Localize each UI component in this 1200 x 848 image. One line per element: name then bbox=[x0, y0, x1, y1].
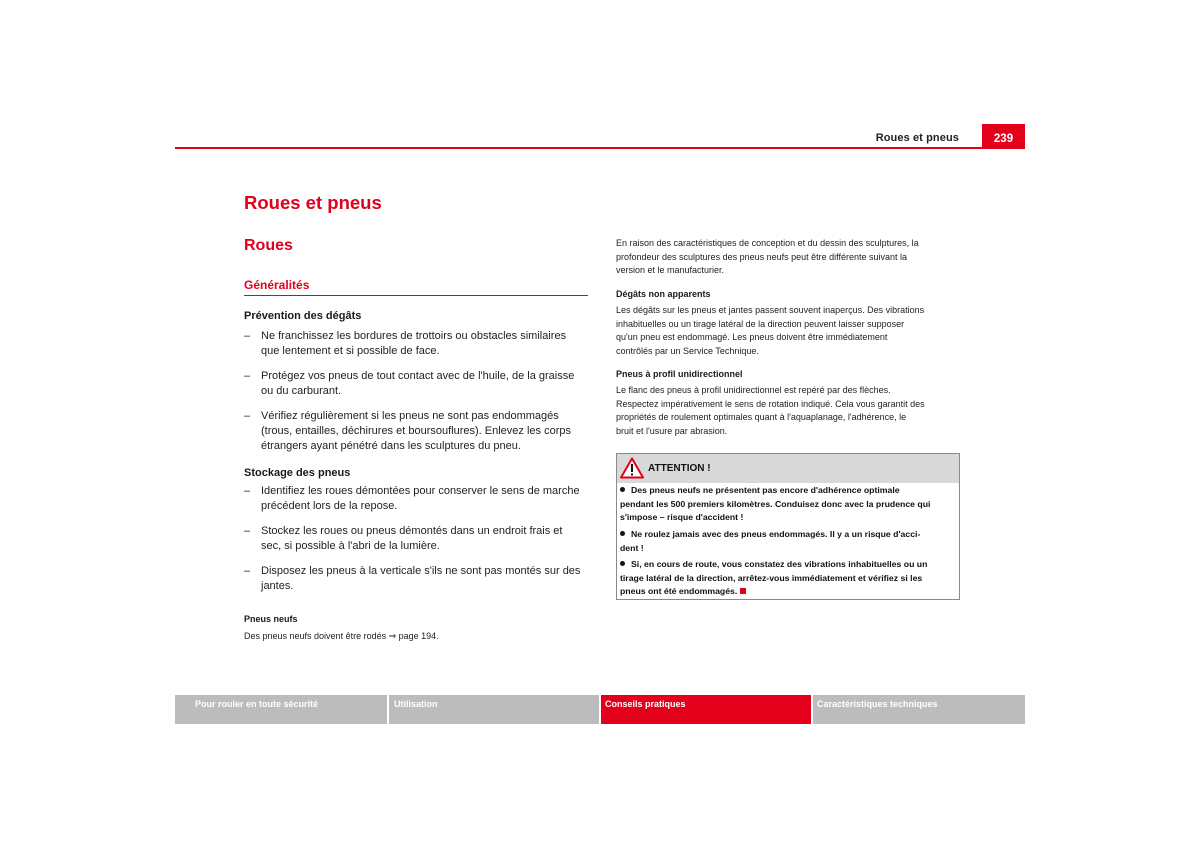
attention-title: ATTENTION ! bbox=[648, 463, 711, 474]
attention-item: Ne roulez jamais avec des pneus endommagés. Il y a un risque d'acci- dent ! bbox=[620, 529, 921, 553]
dash-bullet: – bbox=[244, 565, 251, 577]
section-title: Roues bbox=[244, 237, 293, 254]
new-tires-heading: Pneus neufs bbox=[244, 614, 298, 624]
list-item: – Stockez les roues ou pneus démontés dans un endroit frais et sec, si possible à l'abri de la lumière. bbox=[244, 525, 563, 552]
list-item: – Protégez vos pneus de tout contact avec de l'huile, de la graisse ou du carburant. bbox=[244, 370, 575, 397]
unidirectional-heading: Pneus à profil unidirectionnel bbox=[616, 369, 743, 379]
chapter-title: Roues et pneus bbox=[244, 192, 382, 213]
storage-heading: Stockage des pneus bbox=[244, 467, 351, 479]
hidden-damage-paragraph: Les dégâts sur les pneus et jantes passent souvent inaperçus. Des vibrations inhabituelles ou un tirage latéral de la direction peuvent laisser supposer qu'un pneu est endommagé. Les pneus doivent être immédiatement contrôlés par un Service Technique. bbox=[616, 305, 925, 356]
nav-tab-safety[interactable]: Pour rouler en toute sécurité bbox=[175, 695, 387, 724]
list-item: – Vérifiez régulièrement si les pneus ne sont pas endommagés (trous, entailles, déchirures et boursouflures). Enlevez les corps étrangers ayant pénétré dans les sculptures du pneu. bbox=[244, 410, 571, 452]
bullet-icon bbox=[620, 561, 625, 566]
dash-bullet: – bbox=[244, 330, 251, 342]
subsection-title: Généralités bbox=[244, 278, 310, 292]
attention-item: Des pneus neufs ne présentent pas encore d'adhérence optimale pendant les 500 premiers kilomètres. Conduisez donc avec la prudence qui s'impose – risque d'accident ! bbox=[620, 485, 931, 522]
dash-bullet: – bbox=[244, 370, 251, 382]
subsection-rule bbox=[244, 295, 588, 296]
intro-paragraph: En raison des caractéristiques de conception et du dessin des sculptures, la profondeur des sculptures des pneus neufs peut être différente suivant la version et le manufacturier. bbox=[616, 238, 919, 275]
running-header-title: Roues et pneus bbox=[875, 132, 959, 144]
list-item: – Disposez les pneus à la verticale s'ils ne sont pas montés sur des jantes. bbox=[244, 565, 581, 592]
end-square-icon bbox=[740, 588, 746, 594]
nav-tab-technical-data[interactable]: Caractéristiques techniques bbox=[813, 695, 1025, 724]
unidirectional-paragraph: Le flanc des pneus à profil unidirectionnel est repéré par des flèches. Respectez impérativement le sens de rotation indiqué. Cela vous garantit des propriétés de roulement optimales quant à l'aquaplanage, l'adhérence, le bruit et l'usure par abrasion. bbox=[616, 385, 925, 436]
list-item: – Identifiez les roues démontées pour conserver le sens de marche précédent lors de la repose. bbox=[244, 485, 580, 512]
prevention-section bbox=[244, 310, 592, 464]
page-number: 239 bbox=[982, 124, 1025, 149]
dash-bullet: – bbox=[244, 485, 251, 497]
attention-item: Si, en cours de route, vous constatez des vibrations inhabituelles ou un tirage latéral de la direction, arrêtez-vous immédiatement et vérifiez si les pneus ont été endommagés. bbox=[620, 559, 928, 596]
prevention-list bbox=[244, 329, 592, 454]
new-tires-text: Des pneus neufs doivent être rodés ⇒ page 194. bbox=[244, 631, 439, 641]
bullet-icon bbox=[620, 531, 625, 536]
attention-box bbox=[616, 453, 960, 600]
storage-section bbox=[244, 467, 592, 604]
hidden-damage-heading: Dégâts non apparents bbox=[616, 289, 711, 299]
attention-header bbox=[617, 454, 959, 483]
bullet-icon bbox=[620, 487, 625, 492]
list-item: – Ne franchissez les bordures de trottoirs ou obstacles similaires que lentement et si possible de face. bbox=[244, 330, 567, 357]
nav-tab-usage[interactable]: Utilisation bbox=[389, 695, 599, 724]
prevention-heading: Prévention des dégâts bbox=[244, 310, 362, 322]
storage-list bbox=[244, 484, 592, 594]
dash-bullet: – bbox=[244, 410, 251, 422]
header-rule bbox=[175, 147, 1025, 149]
nav-tab-practical-tips[interactable]: Conseils pratiques bbox=[601, 695, 811, 724]
dash-bullet: – bbox=[244, 525, 251, 537]
warning-triangle-icon bbox=[620, 457, 644, 479]
